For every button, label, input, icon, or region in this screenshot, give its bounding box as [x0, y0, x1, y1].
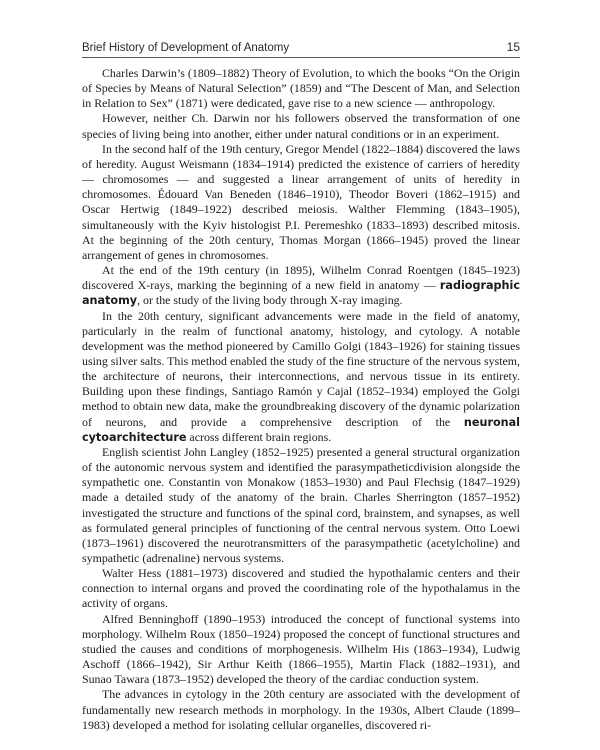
text-run: across different brain regions. — [186, 429, 332, 444]
paragraph-hess: Walter Hess (1881–1973) discovered and studied the hypothalamic centers and their connection to internal organs and proved the coordinating role of the hypothalamus in the activity of organs. — [82, 566, 520, 611]
text-run: In the 20th century, significant advancements were made in the field of anatomy, particularly in the realm of functional anatomy, histology, and cytology. A notable development was the method pioneered by Camillo Golgi (1843–1926) for staining tissues using silver salts. This method enabled the study of the fine structure of the nervous system, the architecture of neurons, their interconnections, and nervous tissue in its entirety. Building upon these findings, Santiago Ramón y Cajal (1852–1934) employed the Golgi method to obtain new data, make the groundbreaking discovery of the dynamic polarization of neurons, and provide a comprehensive description of the — [82, 308, 520, 429]
term-radiographic-anatomy: radiographic anatomy — [82, 279, 520, 308]
paragraph-heredity: In the second half of the 19th century, Gregor Mendel (1822–1884) discovered the laws of heredity. August Weismann (1834–1914) predicted the existence of carriers of heredity — chromosomes — and suggested a linear arrangement of units of heredity in chromosomes. Édouard Van Beneden (1846–1910), Theodor Boveri (1862–1915) and Oscar Hertwig (1849–1922) described meiosis. Walther Flemming (1843–1905), simultaneously with the Kyiv histologist P.I. Peremeshko (1833–1893) described mitosis. At the beginning of the 20th century, Thomas Morgan (1866–1945) proved the linear arrangement of genes in chromosomes. — [82, 141, 520, 262]
paragraph-langley: English scientist John Langley (1852–1925) presented a general structural organization of the autonomic nervous system and identified the parasympatheticdivision alongside the sympathetic one. Constantin von Monakow (1853–1930) and Paul Flechsig (1847–1929) made a detailed study of the anatomy of the brain. Charles Sherrington (1857–1952) investigated the structure and functions of the spinal cord, brainstem, and synapses, as well as formulated general principles of functioning of the central nervous system. Otto Loewi (1873–1961) discovered the neurotransmitters of the parasympathetic (acetylcholine) and sympathetic (adrenaline) nervous systems. — [82, 444, 520, 565]
header-rule — [82, 57, 520, 58]
paragraph-cytology: The advances in cytology in the 20th century are associated with the development of fundamentally new research methods in morphology. In the 1930s, Albert Claude (1899–1983) developed a method for isolating cellular organelles, discovered ri- — [82, 687, 520, 732]
paragraph-benninghoff: Alfred Benninghoff (1890–1953) introduced the concept of functional systems into morphology. Wilhelm Roux (1850–1924) proposed the concept of functional structures and studied the causes and conditions of morphogenesis. Wilhelm His (1863–1934), Ludwig Aschoff (1866–1942), Sir Arthur Keith (1866–1955), Martin Flack (1882–1931), and Sunao Tawara (1873–1952) developed the theory of the cardiac conduction system. — [82, 611, 520, 687]
running-header — [82, 40, 520, 54]
page-number: 15 — [506, 40, 520, 54]
body-text — [82, 66, 520, 733]
paragraph-darwin: Charles Darwin’s (1809–1882) Theory of Evolution, to which the books “On the Origin of Species by Means of Natural Selection” (1859) and “The Descent of Man, and Selection in Relation to Sex” (1871) were dedicated, gave rise to a new science — anthropology. — [82, 66, 520, 111]
paragraph-golgi-cajal — [82, 309, 520, 445]
running-title: Brief History of Development of Anatomy — [82, 42, 290, 54]
text-run: At the end of the 19th century (in 1895), Wilhelm Conrad Roentgen (1845–1923) discovered X-rays, marking the beginning of a new field in anatomy — — [82, 263, 520, 293]
paragraph-roentgen — [82, 263, 520, 308]
paragraph-followers: However, neither Ch. Darwin nor his followers observed the transformation of one species of living being into another, either under natural conditions or in an experiment. — [82, 111, 520, 141]
term-neuronal-cytoarchitecture: neuronal cytoarchitecture — [82, 415, 520, 444]
text-run: , or the study of the living body through X-ray imaging. — [137, 293, 403, 308]
